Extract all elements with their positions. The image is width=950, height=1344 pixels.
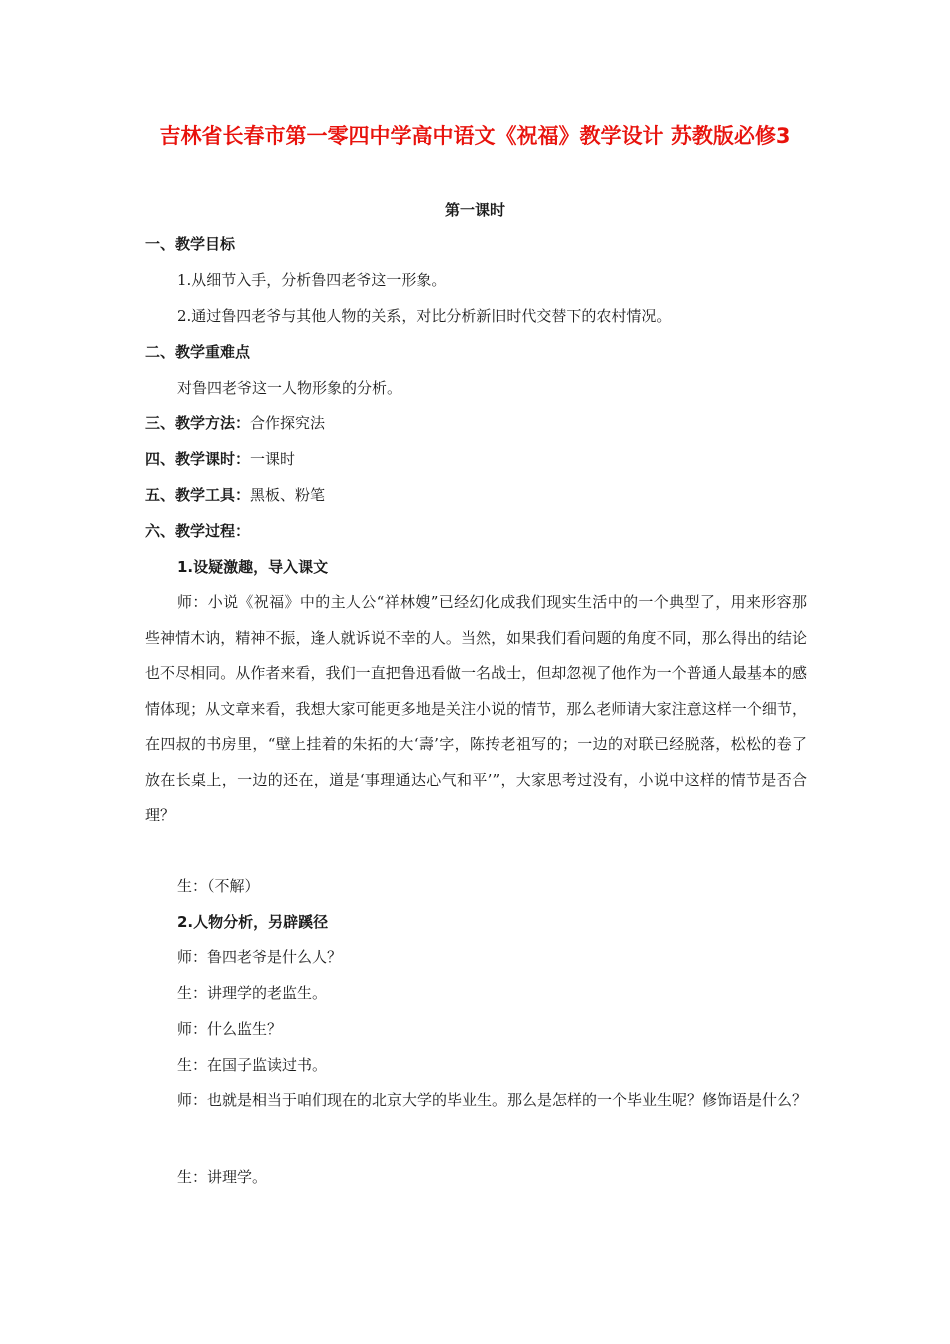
section-methods — [145, 411, 810, 435]
step-heading: 1.设疑激趣，导入课文 — [177, 558, 329, 576]
dialogue-line: 生：讲理学。 — [177, 1168, 268, 1186]
section-value: 合作探究法 — [250, 414, 326, 432]
objective-item: 2.通过鲁四老爷与其他人物的关系，对比分析新旧时代交替下的农村情况。 — [177, 307, 672, 325]
section-label: 四、教学课时： — [145, 450, 251, 468]
lesson-subtitle: 第一课时 — [444, 201, 505, 219]
step-heading: 2.人物分析，另辟蹊径 — [177, 913, 329, 931]
section-value: 一课时 — [250, 450, 296, 468]
section-heading-objectives: 一、教学目标 — [145, 235, 236, 253]
dialogue-line: 师：什么监生？ — [177, 1020, 283, 1038]
dialogue-line: 生：（不解） — [177, 877, 260, 895]
section-value: 黑板、粉笔 — [250, 486, 326, 504]
paragraph-teacher-intro: 师：小说《祝福》中的主人公“祥林嫂”已经幻化成我们现实生活中的一个典型了，用来形容那些神情木讷，精神不振，逢人就诉说不幸的人。当然，如果我们看问题的角度不同，那么得出的结论也不尽相同。从作者来看，我们一直把鲁迅看做一名战士，但却忽视了他作为一个普通人最基本的感情体现；从文章来看，我想大家可能更多地是关注小说的情节，那么老师请大家注意这样一个细节，在四叔的书房里，“壁上挂着的朱拓的大‘壽’字，陈抟老祖写的；一边的对联已经脱落，松松的卷了放在长桌上，一边的还在，道是‘事理通达心气和平’”，大家思考过没有，小说中这样的情节是否合理？ — [145, 593, 807, 824]
document-title: 吉林省长春市第一零四中学高中语文《祝福》教学设计 苏教版必修3 — [159, 124, 791, 148]
section-heading-process: 六、教学过程： — [145, 522, 251, 540]
section-label: 五、教学工具： — [145, 486, 251, 504]
dialogue-paragraph: 师：也就是相当于咱们现在的北京大学的毕业生。那么是怎样的一个毕业生呢？修饰语是什么？ — [177, 1091, 808, 1109]
dialogue-line: 师：鲁四老爷是什么人？ — [177, 948, 343, 966]
section-hours — [145, 447, 810, 471]
objective-item: 1.从细节入手，分析鲁四老爷这一形象。 — [177, 271, 447, 289]
section-heading-key-points: 二、教学重难点 — [145, 343, 251, 361]
dialogue-line: 生：在国子监读过书。 — [177, 1056, 328, 1074]
section-tools — [145, 483, 810, 507]
key-points-text: 对鲁四老爷这一人物形象的分析。 — [177, 379, 403, 397]
section-label: 三、教学方法： — [145, 414, 251, 432]
dialogue-line: 生：讲理学的老监生。 — [177, 984, 328, 1002]
